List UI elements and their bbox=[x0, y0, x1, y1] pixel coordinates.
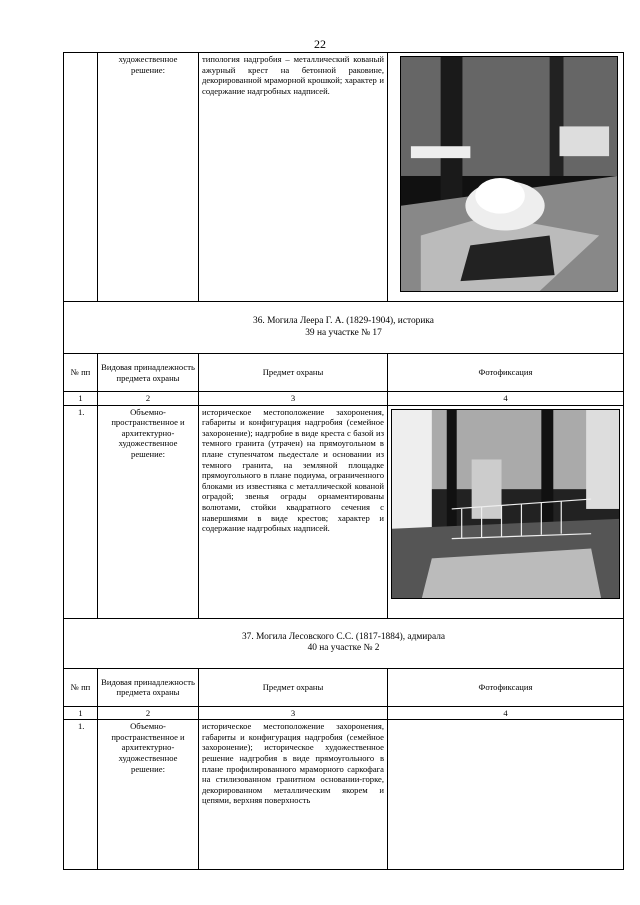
header-photo: Фотофиксация bbox=[388, 668, 624, 706]
col-number: 2 bbox=[98, 392, 199, 406]
col-number: 1 bbox=[64, 392, 98, 406]
type-cell: художественное решение: bbox=[98, 53, 199, 302]
header-subject: Предмет охраны bbox=[199, 354, 388, 392]
section-title-line2: 40 на участке № 2 bbox=[307, 643, 380, 654]
subject-cell: историческое местоположение захоронения, габариты и конфигурация надгробия (семейное захоронение); историческое художественное решение надгробия в виде прямоугольного в плане профилированного мраморного саркофага на стилизованном гранитном основании-горке, декорированном металлическим якорем и цепями, верхняя поверхность bbox=[199, 720, 388, 870]
section-title-line1: 36. Могила Леера Г. А. (1829-1904), историка bbox=[253, 316, 434, 326]
col-number: 4 bbox=[388, 392, 624, 406]
header-photo: Фотофиксация bbox=[388, 354, 624, 392]
section-title-row bbox=[64, 618, 624, 668]
col-number: 2 bbox=[98, 706, 199, 720]
subject-cell: типология надгробия – металлический кованый ажурный крест на бетонной раковине, декорированной мраморной крошкой; характер и содержание надгробных надписей. bbox=[199, 53, 388, 302]
section-title bbox=[64, 618, 624, 668]
photo-cell bbox=[388, 720, 624, 870]
header-subject: Предмет охраны bbox=[199, 668, 388, 706]
col-number: 1 bbox=[64, 706, 98, 720]
col-number: 4 bbox=[388, 706, 624, 720]
header-type: Видовая принадлежность предмета охраны bbox=[98, 668, 199, 706]
row-num: 1. bbox=[64, 405, 98, 618]
section-title-line1: 37. Могила Лесовского С.С. (1817-1884), адмирала bbox=[241, 631, 446, 642]
header-row bbox=[64, 668, 624, 706]
header-type: Видовая принадлежность предмета охраны bbox=[98, 354, 199, 392]
col-number: 3 bbox=[199, 392, 388, 406]
document-table bbox=[63, 52, 624, 870]
table-row bbox=[64, 720, 624, 870]
section-title-line2: 39 на участке № 17 bbox=[305, 327, 382, 338]
header-row bbox=[64, 354, 624, 392]
photo-cell bbox=[388, 405, 624, 618]
grave-photo-fence bbox=[391, 409, 620, 599]
col-number: 3 bbox=[199, 706, 388, 720]
type-cell: Объемно-пространственное и архитектурно-художественное решение: bbox=[98, 720, 199, 870]
table-row bbox=[64, 53, 624, 302]
photo-cell bbox=[388, 53, 624, 302]
num-cell bbox=[64, 53, 98, 302]
section-title-row bbox=[64, 302, 624, 354]
column-number-row bbox=[64, 706, 624, 720]
section-title bbox=[64, 302, 624, 354]
subject-cell: историческое местоположение захоронения, габариты и конфигурация надгробия (семейное захоронение); надгробие в виде креста с базой из темного гранита (утрачен) на прямоугольном в плане ступенчатом пьедестале и основании из темного гранита, на земляной площадке прямоугольного в плане подиума, ограниченного блоками из известняка с металлической кованой оградой; звенья ограды орнаментированы волютами, стойки квадратного сечения с навершиями в виде крестов; характер и содержание надгробных надписей. bbox=[199, 405, 388, 618]
header-num: № пп bbox=[64, 354, 98, 392]
table-row bbox=[64, 405, 624, 618]
type-cell: Объемно-пространственное и архитектурно-художественное решение: bbox=[98, 405, 199, 618]
column-number-row bbox=[64, 392, 624, 406]
page-number: 22 bbox=[314, 37, 326, 51]
row-num: 1. bbox=[64, 720, 98, 870]
header-num: № пп bbox=[64, 668, 98, 706]
grave-photo-cross bbox=[400, 56, 618, 292]
